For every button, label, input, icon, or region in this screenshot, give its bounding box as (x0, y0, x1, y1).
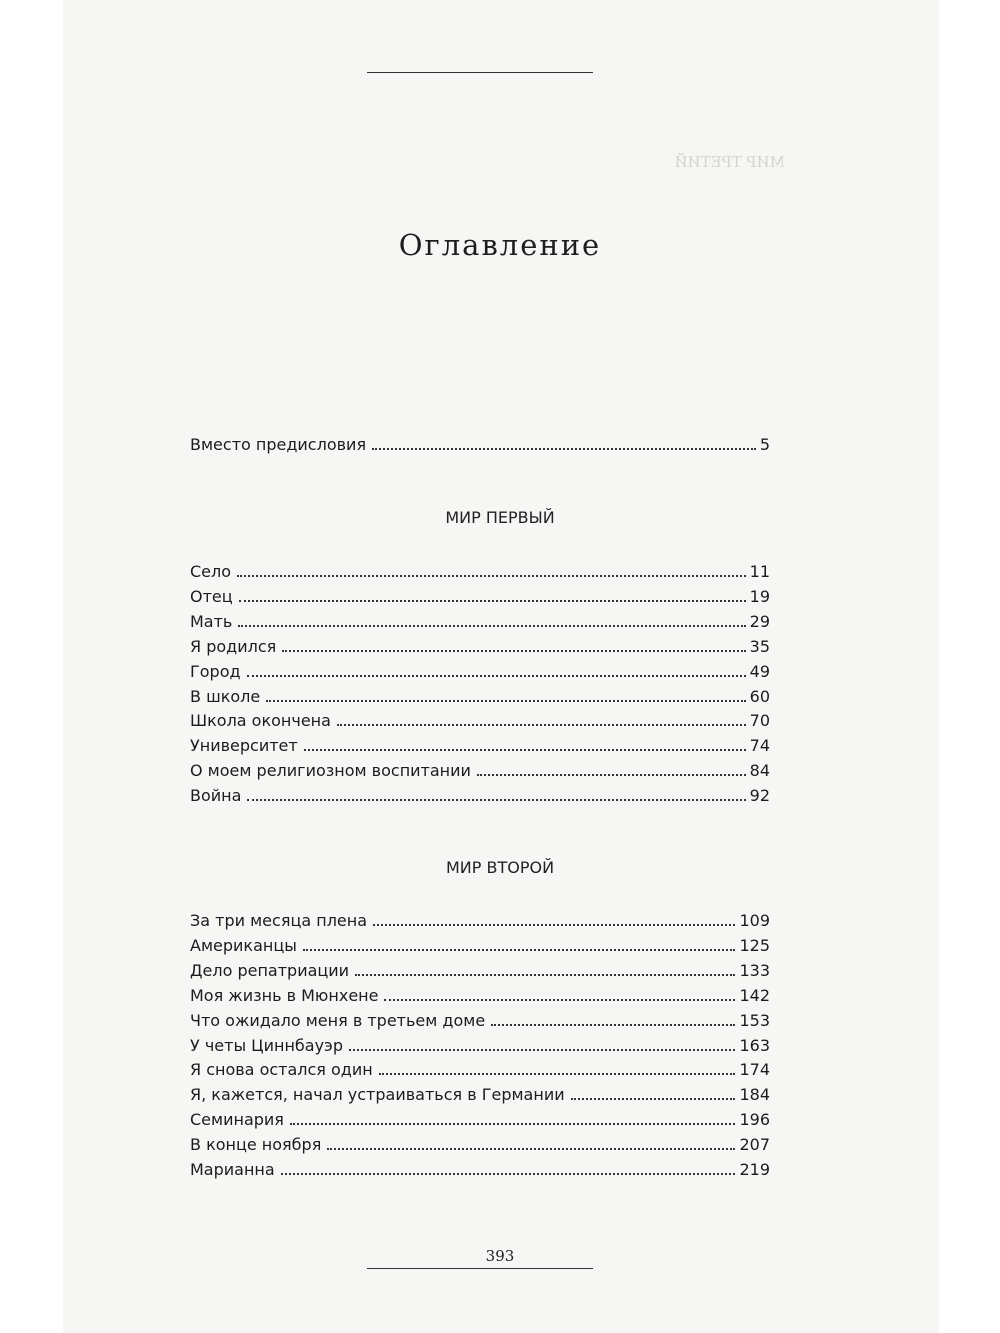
dot-leader (247, 799, 745, 801)
bottom-rule (367, 1268, 593, 1269)
entry-page-number: 92 (749, 786, 770, 805)
entry-title: Семинария (190, 1110, 284, 1129)
dot-leader (379, 1073, 736, 1075)
toc-entry (190, 932, 770, 956)
entry-page-number: 163 (739, 1036, 770, 1055)
entry-title: Село (190, 562, 232, 581)
dot-leader (327, 1148, 735, 1150)
toc-entry (190, 782, 770, 806)
dot-leader (266, 700, 745, 702)
entry-page-number: 60 (749, 687, 770, 706)
entry-page-number: 49 (749, 662, 770, 681)
dot-leader (372, 448, 756, 450)
entry-title: Школа окончена (190, 711, 331, 730)
entry-page-number: 35 (749, 637, 770, 656)
entry-title: Американцы (190, 936, 297, 955)
dot-leader (237, 575, 746, 577)
entry-title: Марианна (190, 1160, 275, 1179)
toc-entry (190, 957, 770, 981)
entry-page-number: 219 (739, 1160, 770, 1179)
entry-page-number: 184 (739, 1085, 770, 1104)
page-title: Оглавление (398, 228, 602, 262)
dot-leader (355, 974, 735, 976)
dot-leader (491, 1024, 735, 1026)
toc-entry (190, 558, 770, 582)
entry-page-number: 84 (749, 761, 770, 780)
entry-page-number: 207 (739, 1135, 770, 1154)
entry-page-number: 125 (739, 936, 770, 955)
entry-page-number: 19 (749, 587, 770, 606)
toc-entry (190, 907, 770, 931)
entry-title: В конце ноября (190, 1135, 322, 1154)
dot-leader (571, 1098, 736, 1100)
entry-title: За три месяца плена (190, 911, 368, 930)
toc-entry (190, 732, 770, 756)
dot-leader (304, 749, 746, 751)
show-through-text: МИР ТРЕТИЙ (674, 153, 785, 171)
dot-leader (373, 924, 735, 926)
entry-title: Моя жизнь в Мюнхене (190, 986, 379, 1005)
entry-title: Что ожидало меня в третьем доме (190, 1011, 486, 1030)
dot-leader (303, 949, 736, 951)
entry-page-number: 109 (739, 911, 770, 930)
dot-leader (290, 1123, 736, 1125)
toc-entry (190, 1081, 770, 1105)
toc-entry (190, 683, 770, 707)
entry-page-number: 174 (739, 1060, 770, 1079)
entry-title: У четы Циннбауэр (190, 1036, 343, 1055)
toc-entry (190, 707, 770, 731)
entry-page-number: 29 (749, 612, 770, 631)
entry-page-number: 153 (739, 1011, 770, 1030)
entry-page-number: 70 (749, 711, 770, 730)
entry-page-number: 196 (739, 1110, 770, 1129)
dot-leader (247, 675, 746, 677)
toc-entry (190, 1056, 770, 1080)
toc-entry (190, 608, 770, 632)
toc-entry (190, 583, 770, 607)
page-number: 393 (485, 1247, 515, 1265)
dot-leader (282, 650, 745, 652)
section-heading: МИР ПЕРВЫЙ (445, 508, 555, 527)
entry-title: Я, кажется, начал устраиваться в Германии (190, 1085, 565, 1104)
dot-leader (281, 1173, 736, 1175)
toc-entry (190, 658, 770, 682)
entry-title: Дело репатриации (190, 961, 350, 980)
toc-entry (190, 982, 770, 1006)
top-rule (367, 72, 593, 73)
entry-title: Война (190, 786, 242, 805)
toc-entry (190, 1156, 770, 1180)
entry-page-number: 142 (739, 986, 770, 1005)
entry-title: Я родился (190, 637, 277, 656)
toc-entry (190, 1106, 770, 1130)
dot-leader (337, 724, 746, 726)
entry-page-number: 11 (749, 562, 770, 581)
toc-entry (190, 1032, 770, 1056)
entry-title: Мать (190, 612, 233, 631)
section-heading: МИР ВТОРОЙ (445, 858, 555, 877)
entry-title: О моем религиозном воспитании (190, 761, 471, 780)
toc-entry (190, 757, 770, 781)
dot-leader (239, 600, 746, 602)
entry-title: Я снова остался один (190, 1060, 373, 1079)
entry-title: Университет (190, 736, 298, 755)
toc-entry-preface (190, 431, 770, 455)
toc-entry (190, 633, 770, 657)
dot-leader (477, 774, 746, 776)
toc-entry (190, 1007, 770, 1031)
entry-title: Отец (190, 587, 233, 606)
entry-page-number: 5 (759, 435, 770, 454)
dot-leader (349, 1049, 735, 1051)
entry-title: Вместо предисловия (190, 435, 367, 454)
entry-page-number: 74 (749, 736, 770, 755)
dot-leader (238, 625, 745, 627)
entry-page-number: 133 (739, 961, 770, 980)
entry-title: Город (190, 662, 241, 681)
dot-leader (384, 999, 735, 1001)
toc-entry (190, 1131, 770, 1155)
entry-title: В школе (190, 687, 261, 706)
